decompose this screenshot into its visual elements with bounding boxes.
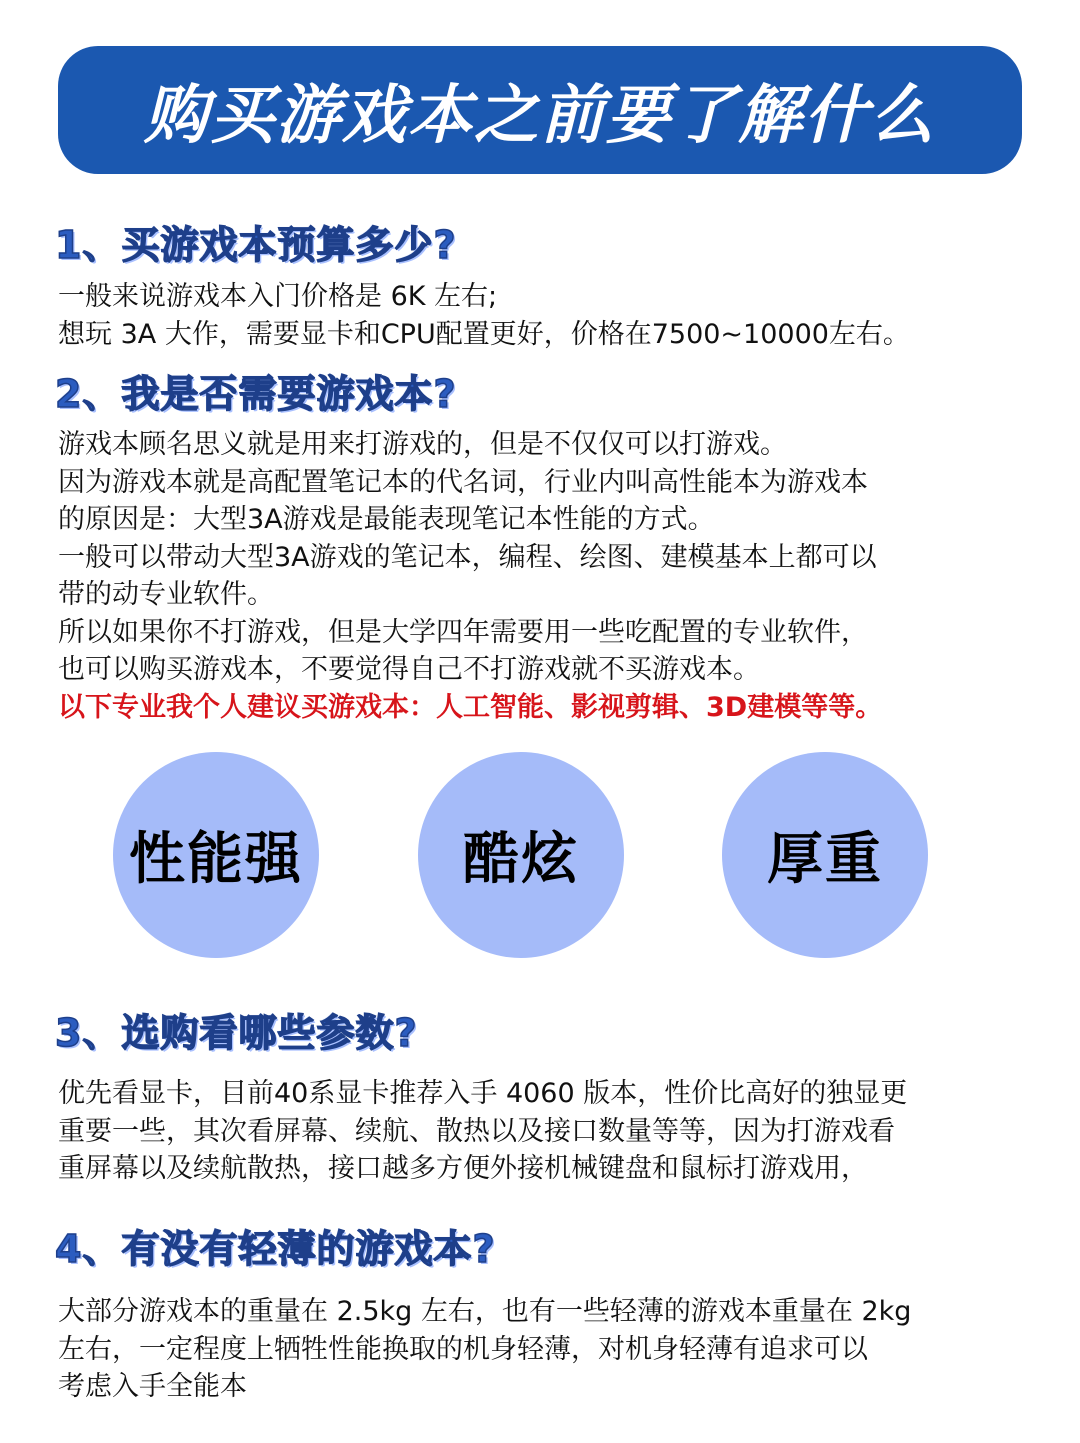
section-2-line: 游戏本顾名思义就是用来打游戏的，但是不仅仅可以打游戏。 — [58, 429, 787, 460]
section-1-body — [58, 278, 1028, 353]
section-2-line: 因为游戏本就是高配置笔记本的代名词，行业内叫高性能本为游戏本 — [58, 466, 868, 498]
section-4-heading: 4、有没有轻薄的游戏本? — [55, 1227, 496, 1271]
section-1-heading: 1、买游戏本预算多少? — [55, 223, 457, 267]
section-2-line: 也可以购买游戏本，不要觉得自己不打游戏就不买游戏本。 — [58, 654, 760, 685]
section-2-body — [58, 426, 1028, 726]
section-2-highlight: 以下专业我个人建议买游戏本：人工智能、影视剪辑、3D建模等等。 — [58, 691, 883, 723]
section-2-line: 的原因是：大型3A游戏是最能表现笔记本性能的方式。 — [58, 504, 715, 535]
section-4-line: 左右，一定程度上牺牲性能换取的机身轻薄，对机身轻薄有追求可以 — [58, 1333, 868, 1365]
section-3-line: 重要一些，其次看屏幕、续航、散热以及接口数量等等，因为打游戏看 — [58, 1115, 895, 1147]
feature-circle-performance — [113, 752, 319, 958]
section-2-line: 所以如果你不打游戏，但是大学四年需要用一些吃配置的专业软件， — [58, 616, 868, 648]
section-2-line: 一般可以带动大型3A游戏的笔记本，编程、绘图、建模基本上都可以 — [58, 541, 877, 573]
section-2-line: 带的动专业软件。 — [58, 579, 274, 610]
section-2-heading: 2、我是否需要游戏本? — [55, 372, 457, 416]
page-title: 购买游戏本之前要了解什么 — [144, 79, 936, 153]
section-3-heading: 3、选购看哪些参数? — [55, 1011, 418, 1055]
section-1-line: 一般来说游戏本入门价格是 6K 左右; — [58, 281, 498, 312]
section-4-line: 大部分游戏本的重量在 2.5kg 左右，也有一些轻薄的游戏本重量在 2kg — [58, 1296, 912, 1327]
section-3-body — [58, 1075, 1028, 1188]
title-banner — [58, 46, 1022, 174]
section-1-line: 想玩 3A 大作，需要显卡和CPU配置更好，价格在7500~10000左右。 — [58, 318, 910, 350]
section-3-line: 优先看显卡，目前40系显卡推荐入手 4060 版本，性价比高好的独显更 — [58, 1078, 908, 1109]
feature-label: 性能强 — [129, 827, 303, 892]
section-3-line: 重屏幕以及续航散热，接口越多方便外接机械键盘和鼠标打游戏用， — [58, 1153, 868, 1184]
feature-label: 厚重 — [767, 827, 883, 892]
feature-circle-heavy — [722, 752, 928, 958]
feature-label: 酷炫 — [463, 827, 579, 892]
section-4-line: 考虑入手全能本 — [58, 1371, 247, 1402]
feature-circle-cool — [418, 752, 624, 958]
section-4-body — [58, 1293, 1028, 1406]
